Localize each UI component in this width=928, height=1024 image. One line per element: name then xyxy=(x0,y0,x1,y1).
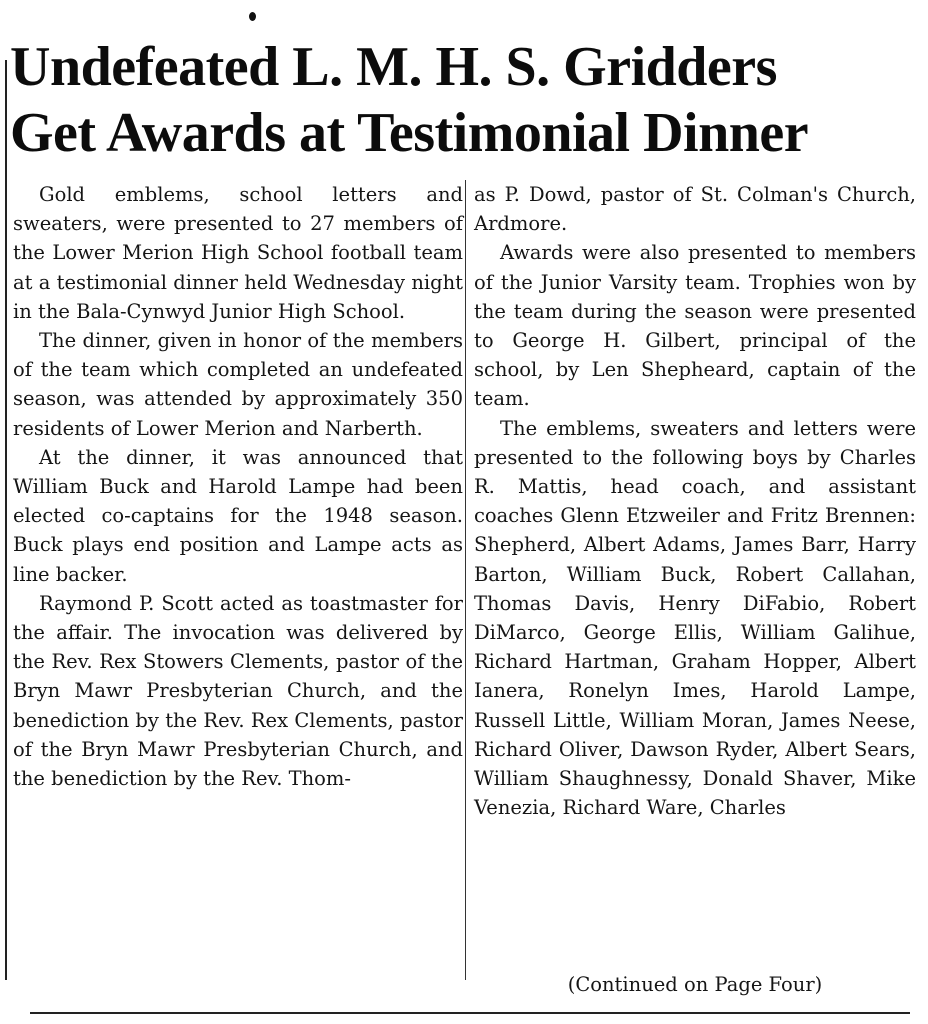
paragraph-toastmaster: Raymond P. Scott acted as toastmaster for the affair. The invocation was delivered by the Rev. Rex Stowers Clements, pastor of the Bryn Mawr Presbyterian Church, and the benediction by the Rev. Rex Clements, pastor of the Bryn Mawr Presbyterian Church, and the benediction by the Rev. Thom- xyxy=(13,591,463,791)
paragraph-gold-emblems: Gold emblems, school letters and sweaters, were presented to 27 members of the Lower Merion High School football team at a testimonial dinner held Wednesday night in the Bala-Cynwyd Junior High School. xyxy=(13,183,463,323)
paragraph-co-captains: At the dinner, it was announced that William Buck and Harold Lampe had been elected co-captains for the 1948 season. Buck plays end position and Lampe acts as line backer. xyxy=(13,445,463,586)
bottom-rule xyxy=(30,1012,910,1014)
paragraph-award-recipients: The emblems, sweaters and letters were presented to the following boys by Charles R. Mattis, head coach, and assistant coaches Glenn Etzweiler and Fritz Brennen: Shepherd, Albert Adams, James Barr, Harry Barton, William Buck, Robert Callahan, Thomas Davis, Henry DiFabio, Robert DiMarco, George Ellis, William Galihue, Richard Hartman, Graham Hopper, Albert Ianera, Ronelyn Imes, Harold Lampe, Russell Little, William Moran, James Neese, Richard Oliver, Dawson Ryder, Albert Sears, William Shaughnessy, Donald Shaver, Mike Venezia, Richard Ware, Charles xyxy=(474,416,916,820)
continued-on-page-four: (Continued on Page Four) xyxy=(567,973,823,996)
headline-line-1: Undefeated L. M. H. S. Gridders xyxy=(10,36,777,98)
headline-line-2: Get Awards at Testimonial Dinner xyxy=(10,102,809,164)
ink-dot xyxy=(249,12,256,21)
paragraph-dinner-honor: The dinner, given in honor of the members of the team which completed an undefeated season, was attended by approximately 350 residents of Lower Merion and Narberth. xyxy=(13,329,463,440)
paragraph-junior-varsity: Awards were also presented to members of the Junior Varsity team. Trophies won by the team during the season were presented to George H. Gilbert, principal of the school, by Len Shepheard, captain of the team. xyxy=(474,241,916,411)
headline xyxy=(10,34,920,166)
left-column xyxy=(13,180,463,793)
column-divider xyxy=(465,180,466,980)
left-column-rule xyxy=(5,60,7,980)
paragraph-continuation: as P. Dowd, pastor of St. Colman's Church, Ardmore. xyxy=(474,183,916,236)
right-column xyxy=(474,180,916,822)
